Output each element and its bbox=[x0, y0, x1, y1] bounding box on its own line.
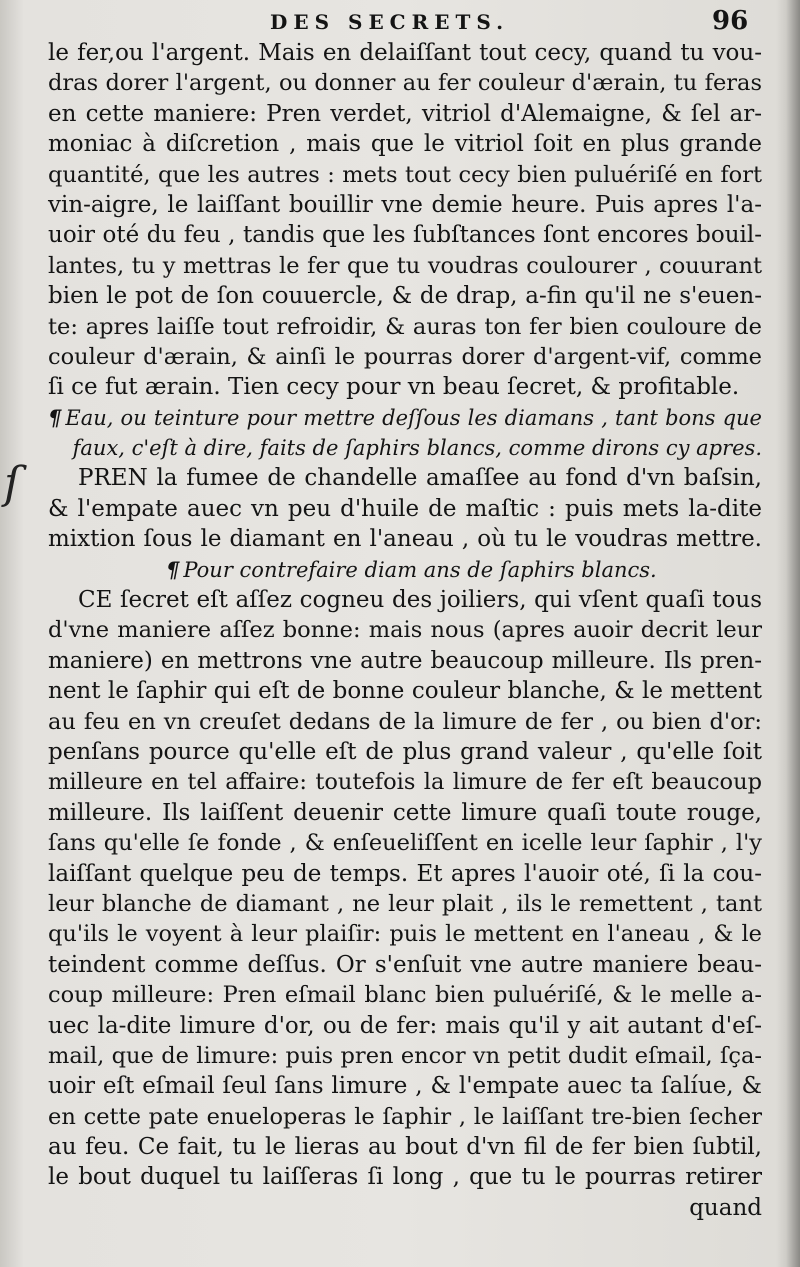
text-line: au feu. Ce fait, tu le lieras au bout d'vn fil de fer bien ſubtil, bbox=[48, 1134, 762, 1161]
text-line: maniere) en mettrons vne autre beaucoup milleure. Ils pren- bbox=[48, 647, 762, 674]
pilcrow-mark: ¶ bbox=[166, 556, 180, 582]
heading-line bbox=[48, 403, 762, 433]
text-line: quantité, que les autres : mets tout cecy bien puluériſé en fort bbox=[48, 161, 762, 188]
text-line: & l'empate auec vn peu d'huile de maſtic : puis mets la-dite bbox=[48, 495, 762, 522]
section-heading-2 bbox=[48, 555, 762, 585]
text-line: uoir eſt eſmail ſeul ſans limure , & l'empate auec ta ſalíue, & bbox=[48, 1073, 762, 1100]
text-line: ſi ce fut ærain. Tien cecy pour vn beau ſecret, & profitable. bbox=[48, 374, 740, 401]
page-number: 96 bbox=[712, 6, 749, 36]
text-line: couleur d'ærain, & ainſi le pourras dorer d'argent-vif, comme bbox=[48, 343, 762, 370]
page-header bbox=[0, 4, 800, 34]
catchword: quand bbox=[689, 1194, 762, 1221]
text-line: milleure. Ils laiſſent deuenir cette limure quaſi toute rouge, bbox=[48, 799, 762, 826]
running-title: DES SECRETS. bbox=[270, 10, 510, 34]
text-line: uec la-dite limure d'or, ou de fer: mais qu'il y ait autant d'eſ- bbox=[48, 1012, 762, 1039]
section-heading-1 bbox=[48, 403, 762, 464]
heading-text: Pour contrefaire diam ans de ſaphirs blancs. bbox=[183, 557, 657, 582]
text-line: mail, que de limure: puis pren encor vn petit dudit eſmail, ſça- bbox=[48, 1042, 762, 1069]
text-line: PREN la fumee de chandelle amaſſee au fond d'vn baſsin, bbox=[78, 465, 762, 492]
text-line: lantes, tu y mettras le fer que tu voudras coulourer , couurant bbox=[48, 252, 762, 279]
text-line: mixtion ſous le diamant en l'aneau , où tu le voudras mettre. bbox=[48, 526, 762, 553]
paragraph-1 bbox=[48, 38, 762, 403]
text-line: leur blanche de diamant , ne leur plait , ils le remettent , tant bbox=[48, 890, 762, 917]
text-line: en cette pate enueloperas le ſaphir , le laiſſant tre-bien ſecher bbox=[48, 1103, 762, 1130]
text-line: uoir oté du feu , tandis que les ſubſtances ſont encores bouil- bbox=[48, 222, 762, 249]
text-line: le bout duquel tu laiſſeras ſi long , que tu le pourras retirer bbox=[48, 1164, 762, 1191]
text-line: CE ſecret eſt aſſez cogneu des joiliers, qui vſent quaſi tous bbox=[78, 587, 762, 614]
page-edge-shadow bbox=[786, 0, 800, 1267]
paragraph-2 bbox=[48, 463, 762, 554]
text-line: en cette maniere: Pren verdet, vitriol d'Alemaigne, & ſel ar- bbox=[48, 100, 762, 127]
text-line: vin-aigre, le laiſſant bouillir vne demie heure. Puis apres l'a- bbox=[48, 191, 762, 218]
text-line: ſans qu'elle ſe fonde , & enſeueliſſent en icelle leur ſaphir , l'y bbox=[48, 830, 762, 857]
text-line: d'vne maniere aſſez bonne: mais nous (apres auoir decrit leur bbox=[48, 617, 762, 644]
text-line: au feu en vn creuſet dedans de la limure de fer , ou bien d'or: bbox=[48, 708, 762, 735]
paragraph-3 bbox=[48, 585, 762, 1193]
text-line: laiſſant quelque peu de temps. Et apres l'auoir oté, ſi la cou- bbox=[48, 860, 762, 887]
text-line: teindent comme deſſus. Or s'enſuit vne autre maniere beau- bbox=[48, 951, 762, 978]
heading-line bbox=[48, 555, 762, 585]
text-line: coup milleure: Pren eſmail blanc bien puluériſé, & le melle a- bbox=[48, 982, 762, 1009]
margin-annotation: ſ bbox=[4, 458, 21, 509]
text-line: moniac à diſcretion , mais que le vitriol ſoit en plus grande bbox=[48, 131, 762, 158]
text-line: bien le pot de ſon couuercle, & de drap, a-fin qu'il ne s'euen- bbox=[48, 283, 762, 310]
text-line: dras dorer l'argent, ou donner au fer couleur d'ærain, tu feras bbox=[48, 70, 762, 97]
heading-text: Eau, ou teinture pour mettre deſſous les diamans , tant bons que bbox=[65, 405, 762, 430]
heading-line: faux, c'eſt à dire, faits de ſaphirs blancs, comme dirons cy apres. bbox=[72, 436, 762, 461]
text-line: milleure en tel affaire: toutefois la limure de fer eſt beaucoup bbox=[48, 769, 762, 796]
text-line: qu'ils le voyent à leur plaiſir: puis le mettent en l'aneau , & le bbox=[48, 921, 762, 948]
pilcrow-mark: ¶ bbox=[48, 404, 62, 430]
text-line: le fer,ou l'argent. Mais en delaiſſant tout cecy, quand tu vou- bbox=[48, 40, 762, 66]
text-line: penſans pource qu'elle eſt de plus grand valeur , qu'elle ſoit bbox=[48, 738, 762, 765]
text-line: nent le ſaphir qui eſt de bonne couleur blanche, & le mettent bbox=[48, 678, 762, 705]
text-line: te: apres laiſſe tout refroidir, & auras ton fer bien couloure de bbox=[48, 313, 762, 340]
text-block bbox=[48, 38, 762, 1223]
